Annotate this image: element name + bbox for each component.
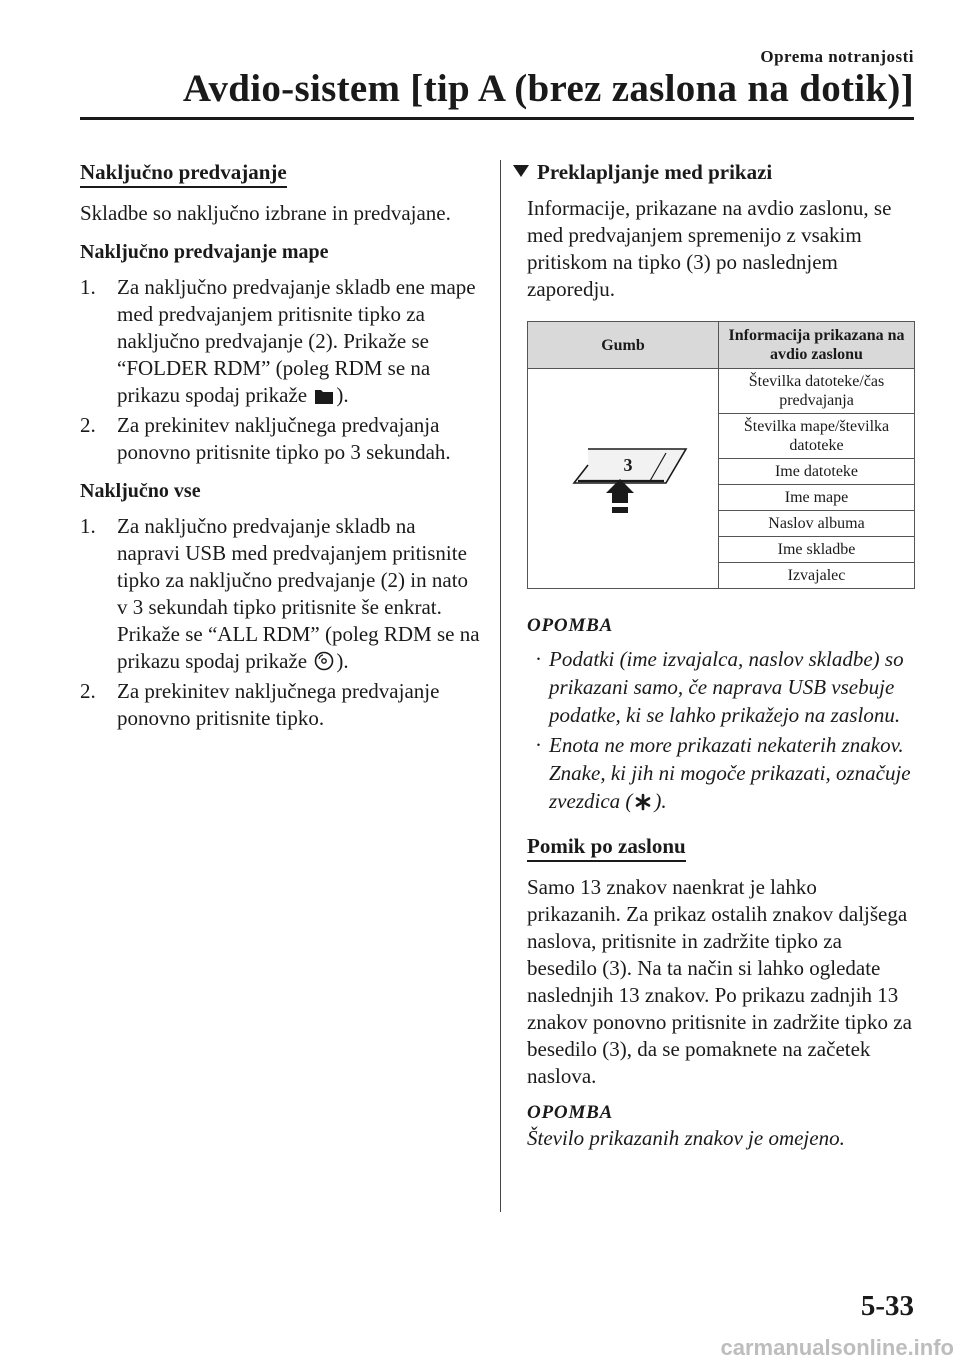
- asterisk-icon: [634, 790, 652, 818]
- step-number: 1.: [80, 275, 96, 299]
- table-cell: Ime datoteke: [719, 459, 915, 485]
- step-number: 2.: [80, 679, 96, 703]
- bullet-icon: ·: [535, 733, 542, 757]
- button-3-illustration: [558, 431, 688, 521]
- step-text: Za naključno predvajanje skladb ene mape med predvajanjem pritisnite tipko za naključno predvajanje (2). Prikaže se “FOLDER RDM” (poleg RDM se na prikazu spodaj prikaže: [117, 275, 476, 407]
- table-cell: Številka mape/številka datoteke: [719, 414, 915, 459]
- all-random-heading: Naključno vse: [80, 480, 201, 502]
- display-info-table: [527, 321, 915, 589]
- note-text: Podatki (ime izvajalca, naslov skladbe) so prikazani samo, če naprava USB vsebuje podatke, ki se lahko prikažejo na zaslonu.: [549, 647, 904, 727]
- list-item: [80, 513, 480, 678]
- bullet-icon: ·: [535, 647, 542, 671]
- folder-random-steps: [80, 274, 480, 466]
- note-text-2: Število prikazanih znakov je omejeno.: [527, 1126, 845, 1150]
- note-text-end: ).: [654, 789, 667, 813]
- folder-icon: [314, 385, 334, 412]
- step-text-end: ).: [336, 649, 349, 673]
- triangle-marker-icon: [513, 165, 529, 177]
- chapter-title: Avdio-sistem [tip A (brez zaslona na dotik)]: [182, 67, 914, 110]
- note-title-2: OPOMBA: [527, 1102, 614, 1123]
- table-cell: Ime skladbe: [719, 537, 915, 563]
- list-item: [527, 645, 915, 729]
- note-text: Enota ne more prikazati nekaterih znakov. Znake, ki jih ni mogoče prikazati, označuje zvezdica (: [549, 733, 911, 813]
- list-item: [80, 274, 480, 412]
- section-label: Oprema notranjosti: [760, 47, 914, 66]
- table-row: [528, 369, 915, 414]
- random-play-intro: Skladbe so naključno izbrane in predvajane.: [80, 201, 451, 225]
- left-column: [80, 160, 480, 742]
- table-cell: Naslov albuma: [719, 511, 915, 537]
- all-random-steps: [80, 513, 480, 732]
- header-rule: [80, 117, 914, 120]
- disc-icon: [314, 651, 334, 678]
- step-text: Za prekinitev naključnega predvajanja ponovno pritisnite tipko po 3 sekundah.: [117, 413, 451, 464]
- page-number: 5-33: [860, 1290, 914, 1322]
- list-item: [80, 678, 480, 732]
- button-illustration-cell: [528, 369, 719, 589]
- switch-display-heading-text: Preklapljanje med prikazi: [537, 160, 773, 184]
- table-header-info: Informacija prikazana na avdio zaslonu: [719, 322, 915, 369]
- step-text-end: ).: [336, 383, 349, 407]
- list-item: [80, 412, 480, 466]
- table-header-button: Gumb: [528, 322, 719, 369]
- note-list: [527, 645, 915, 818]
- step-text: Za naključno predvajanje skladb na napravi USB med predvajanjem pritisnite tipko za naključno predvajanje (2) in nato v 3 sekundah tipko pritisnite še enkrat. Prikaže se “ALL RDM” (poleg RDM se na prikazu spodaj prikaže: [117, 514, 480, 673]
- watermark: carmanualsonline.info: [720, 1335, 954, 1360]
- folder-random-heading: Naključno predvajanje mape: [80, 241, 329, 263]
- scroll-heading: Pomik po zaslonu: [527, 834, 686, 862]
- random-play-heading: Naključno predvajanje: [80, 160, 287, 188]
- switch-display-heading: [513, 160, 915, 185]
- column-divider: [500, 160, 501, 1212]
- switch-display-intro: Informacije, prikazane na avdio zaslonu, se med predvajanjem spremenijo z vsakim pritiskom na tipko (3) po naslednjem zaporedju.: [527, 196, 892, 301]
- button-number-label: 3: [623, 455, 633, 475]
- scroll-text: Samo 13 znakov naenkrat je lahko prikazanih. Za prikaz ostalih znakov daljšega naslova, pritisnite in zadržite tipko za besedilo (3). Na ta način si lahko ogledate naslednjih 13 znakov. Po prikazu zadnjih 13 znakov ponovno pritisnite in zadržite tipko za besedilo (3), da se pomaknete na začetek naslova.: [527, 875, 912, 1088]
- table-cell: Izvajalec: [719, 563, 915, 589]
- note-title: OPOMBA: [527, 615, 614, 636]
- table-cell: Številka datoteke/čas predvajanja: [719, 369, 915, 414]
- right-column: [527, 160, 915, 1152]
- list-item: [527, 731, 915, 818]
- step-number: 1.: [80, 514, 96, 538]
- table-cell: Ime mape: [719, 485, 915, 511]
- step-text: Za prekinitev naključnega predvajanje ponovno pritisnite tipko.: [117, 679, 440, 730]
- step-number: 2.: [80, 413, 96, 437]
